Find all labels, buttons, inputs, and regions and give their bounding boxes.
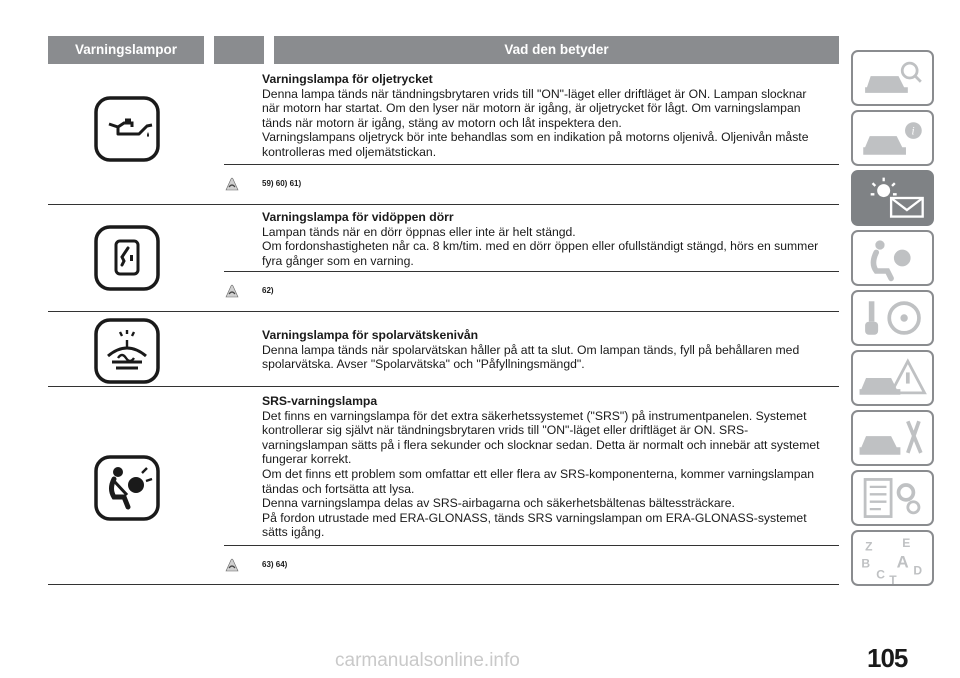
header-warning-lights: Varningslampor: [74, 42, 178, 57]
row-body: Lampan tänds när en dörr öppnas eller inte är helt stängd. Om fordonshastigheten når ca. 8 km/tim. med en dörr öppen eller ofullständigt stängd, hörs en summer fyra gånger som en varning.: [262, 224, 819, 268]
row-divider: [48, 584, 839, 585]
warning-hand-icon: [224, 283, 240, 298]
row-divider: [48, 386, 839, 387]
index-letter: T: [889, 573, 897, 584]
page-number: 105: [867, 643, 908, 673]
index-letter: E: [902, 535, 911, 550]
srs-airbag-icon: [94, 455, 160, 521]
settings-list-icon[interactable]: [851, 470, 934, 526]
row-body: Denna lampa tänds när tändningsbrytaren vrids till "ON"-läget eller driftläget är ON. Lampan slocknar när motorn har startat. Om den lyser när motorn är igång, är oljetrycket för lågt. Om varningslampan tänds när motorn är igång, stäng av motorn och låt inspektera den. Varningslampans oljetryck bör inte behandlas som en indikation på motorns oljenivå. Oljenivån måste kontrolleras med oljemätstickan.: [262, 86, 809, 159]
car-search-icon[interactable]: [851, 50, 934, 106]
divider: [224, 545, 839, 546]
warning-hand-icon: [224, 176, 240, 191]
row-title: Varningslampa för oljetrycket: [262, 72, 433, 86]
row-body: Det finns en varningslampa för det extra säkerhetssystemet ("SRS") på instrumentpanelen. Systemet kontrollerar sig självt när tändningsbrytaren vrids till "ON"-läget eller driftläget är ON. SRS- varningslampan sätts på i flera sekunder och slocknar sedan. Detta är normalt och innebär att systemet fungerar korrekt. Om det finns ett problem som omfattar ett eller flera av SRS-komponenterna, kommer varningslampan tändas och fortsätta att lysa. Denna varningslampa delas av SRS-airbagarna och säkerhetsbältenas bältessträckare. På fordon utrustade med ERA-GLONASS, tänds SRS varningslampan om ERA-GLONASS-systemet sätts igång.: [262, 408, 820, 540]
index-letter: A: [896, 552, 909, 572]
oil-pressure-icon: [94, 96, 160, 162]
divider: [224, 271, 839, 272]
warning-refs: 63) 64): [262, 560, 288, 569]
car-info-icon[interactable]: [851, 110, 934, 166]
header-divider: [264, 36, 274, 64]
row-title: SRS-varningslampa: [262, 394, 378, 408]
warning-refs: 62): [262, 286, 274, 295]
index-letter: D: [913, 563, 923, 578]
watermark: carmanualsonline.info: [335, 650, 520, 671]
index-letter: Z: [865, 539, 873, 554]
warning-refs: 59) 60) 61): [262, 179, 302, 188]
warning-light-message-icon[interactable]: [851, 170, 934, 226]
index-letter: B: [861, 556, 871, 571]
row-srs-text: [262, 394, 840, 540]
index-letter: C: [876, 567, 885, 582]
warning-hand-icon: [224, 557, 240, 572]
header-meaning: Vad den betyder: [504, 42, 609, 57]
key-steering-icon[interactable]: [851, 290, 934, 346]
car-tools-icon[interactable]: [851, 410, 934, 466]
alphabet-index-icon[interactable]: [851, 530, 934, 586]
row-title: Varningslampa för vidöppen dörr: [262, 210, 454, 224]
row-body: Denna lampa tänds när spolarvätskan håller på att ta slut. Om lampan tänds, fyll på behållaren med spolarvätska. Avser "Spolarvätska" och "Påfyllningsmängd".: [262, 342, 800, 372]
row-title: Varningslampa för spolarvätskenivån: [262, 328, 479, 342]
divider: [224, 164, 839, 165]
row-oil-pressure-text: [262, 72, 840, 160]
row-washer-fluid-text: [262, 328, 840, 372]
table-header: [48, 36, 839, 64]
header-divider: [204, 36, 214, 64]
door-open-icon: [94, 225, 160, 291]
row-divider: [48, 311, 839, 312]
svg-text:i: i: [911, 125, 915, 138]
row-door-open-text: [262, 210, 840, 268]
car-hazard-icon[interactable]: [851, 350, 934, 406]
seat-airbag-icon[interactable]: [851, 230, 934, 286]
row-divider: [48, 204, 839, 205]
washer-fluid-icon: [94, 318, 160, 384]
